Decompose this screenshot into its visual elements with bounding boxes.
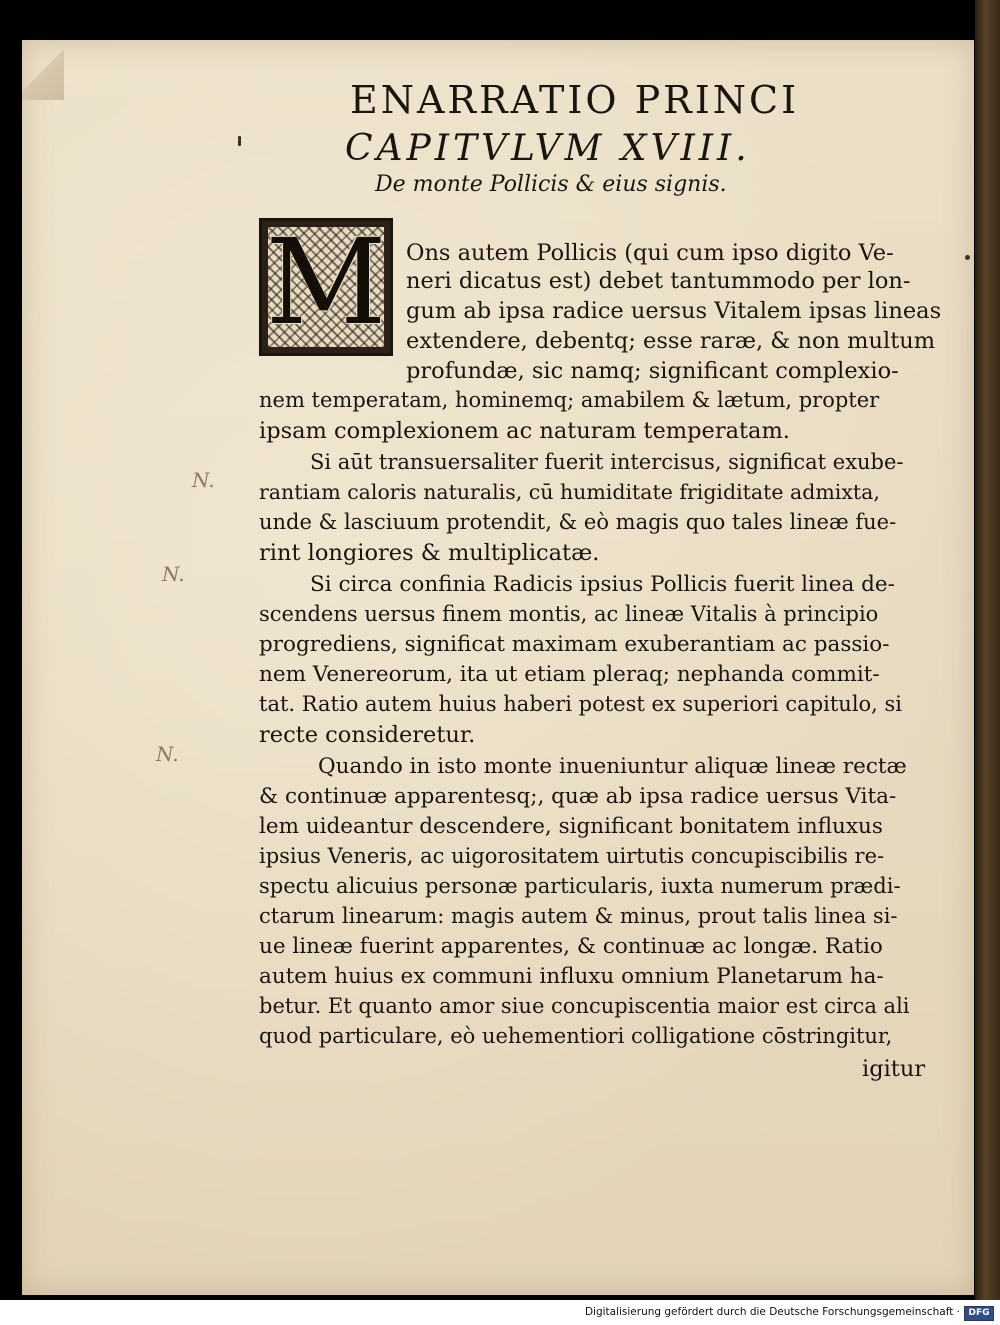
- body-line: Ons autem Pollicis (qui cum ipso digito Ve-: [406, 240, 894, 266]
- body-line: scendens uersus finem montis, ac lineæ Vitalis à principio: [259, 602, 879, 626]
- margin-note: N.: [156, 742, 179, 766]
- book-edge: [975, 0, 1000, 1300]
- body-line: ctarum linearum: magis autem & minus, prout talis linea si-: [259, 904, 898, 928]
- body-line: profundæ, sic namq; significant complexio-: [406, 358, 899, 384]
- chapter-subtitle: De monte Pollicis & eius signis.: [375, 172, 727, 197]
- ink-mark: [238, 136, 241, 146]
- body-line: spectu alicuius personæ particularis, iuxta numerum prædi-: [259, 874, 901, 898]
- body-line: lem uideantur descendere, significant bonitatem influxus: [259, 814, 883, 839]
- body-line: ipsam complexionem ac naturam temperatam.: [259, 418, 790, 444]
- body-line: ipsius Veneris, ac uigorositatem uirtutis concupiscibilis re-: [259, 844, 885, 868]
- body-line: nem Venereorum, ita ut etiam pleraq; nephanda commit-: [259, 662, 880, 687]
- body-line: & continuæ apparentesq;, quæ ab ipsa radice uersus Vita-: [259, 784, 897, 809]
- body-line: gum ab ipsa radice uersus Vitalem ipsas lineas: [406, 298, 942, 324]
- footer-credit: Digitalisierung gefördert durch die Deutsche Forschungsgemeinschaft ·: [584, 1306, 960, 1318]
- body-line: progrediens, significat maximam exuberantiam ac passio-: [259, 632, 890, 657]
- ink-spot: [965, 255, 970, 260]
- body-line: ue lineæ fuerint apparentes, & continuæ ac longæ. Ratio: [259, 934, 883, 959]
- body-line: tat. Ratio autem huius haberi potest ex superiori capitulo, si: [259, 692, 903, 716]
- footer-bar: [0, 1300, 1000, 1325]
- body-line: Quando in isto monte inueniuntur aliquæ lineæ rectæ: [318, 754, 907, 779]
- running-head: ENARRATIO PRINCI: [350, 78, 800, 122]
- body-line: Si aūt transuersaliter fuerit intercisus, significat exube-: [310, 450, 904, 474]
- margin-note: N.: [192, 468, 215, 492]
- body-line: unde & lasciuum protendit, & eò magis quo tales lineæ fue-: [259, 510, 897, 534]
- body-line: betur. Et quanto amor siue concupiscentia maior est circa ali: [259, 994, 910, 1018]
- body-line: nem temperatam, hominemq; amabilem & lætum, propter: [259, 388, 880, 412]
- initial-letter: M: [265, 213, 387, 351]
- folded-corner: [22, 40, 64, 100]
- decorated-initial: [259, 213, 393, 356]
- body-line: autem huius ex communi influxu omnium Planetarum ha-: [259, 964, 884, 989]
- margin-note: N.: [162, 562, 185, 586]
- body-line: extendere, debentq; esse raræ, & non multum: [406, 328, 936, 354]
- chapter-title: CAPITVLVM XVIII.: [345, 128, 751, 169]
- body-line: recte consideretur.: [259, 722, 476, 748]
- body-line: Si circa confinia Radicis ipsius Pollicis fuerit linea de-: [310, 572, 895, 597]
- body-line: quod particulare, eò uehementiori colligatione cōstringitur,: [259, 1024, 893, 1048]
- dfg-logo-icon: DFG: [964, 1306, 994, 1321]
- body-line: rint longiores & multiplicatæ.: [259, 540, 600, 566]
- body-line: rantiam caloris naturalis, cū humiditate frigiditate admixta,: [259, 480, 880, 504]
- catchword: igitur: [862, 1056, 926, 1082]
- body-line: neri dicatus est) debet tantummodo per lon-: [406, 268, 911, 294]
